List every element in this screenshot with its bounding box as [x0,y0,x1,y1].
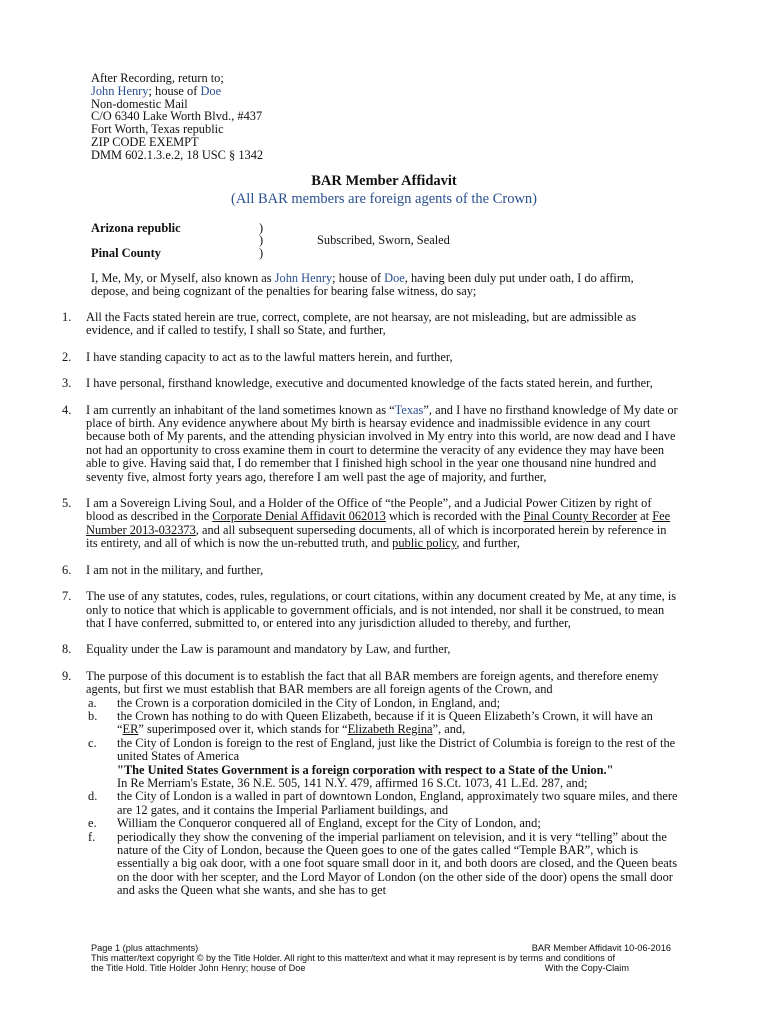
sub-letter: f. [88,829,96,844]
page-footer [91,943,671,973]
case-citation: In Re Merriam's Estate, 36 N.E. 505, 141 N.Y. 479, affirmed 16 S.Ct. 1073, 41 L.Ed. 287, and; [117,775,588,790]
item-text: I have personal, firsthand knowledge, executive and documented knowledge of the facts stated herein, and further, [86,376,653,391]
item-text: which is recorded with the [385,509,524,524]
return-address-block [91,72,263,162]
item-number: 9. [62,668,72,683]
sub-item [86,710,680,737]
item-number: 4. [62,402,72,417]
venue-paren: ) [259,246,264,260]
return-name-sep: ; house of [148,83,201,98]
item-number: 5. [62,496,72,511]
texas-name: Texas [394,402,424,417]
copy-claim: With the Copy-Claim [544,963,629,973]
copyright-line: This matter/text copyright © by the Title Holder. All right to this matter/text and what it may represent is by terms and conditions of [91,953,616,963]
sub-list [86,697,680,898]
item-text: , and further, [456,536,520,551]
return-name: John Henry [91,83,149,98]
intro-paragraph [91,272,661,298]
list-item [40,404,680,484]
item-number: 3. [62,376,72,391]
sub-text: ” superimposed over it, which stands for “ [138,722,348,737]
zip-line: ZIP CODE EXEMPT [91,134,199,149]
sub-text: the City of London is foreign to the rest of England, just like the District of Columbia is foreign to the rest of the united States of America [117,735,676,764]
title-holder-line: the Title Hold. Title Holder John Henry; house of Doe [91,963,306,973]
sub-text: the Crown is a corporation domiciled in the City of London, in England, and; [117,695,501,710]
sub-item [86,817,680,830]
item-text: The purpose of this document is to establish the fact that all BAR members are foreign agents, and therefore enemy agents, but first we must establish that BAR members are all foreign agents of the Crown, and [86,668,659,697]
return-line: After Recording, return to; [91,71,224,85]
sub-letter: e. [88,816,97,831]
sub-letter: d. [88,789,98,804]
return-name-line [91,85,263,98]
list-item [40,643,680,656]
document-subtitle: (All BAR members are foreign agents of the Crown) [230,191,538,207]
venue-paren: ) [259,221,264,235]
venue-block [91,222,511,262]
sub-item [86,790,680,817]
er-mark: ER [122,722,139,737]
city-line: Fort Worth, Texas republic [91,122,224,137]
list-item [40,497,680,551]
numbered-list [40,311,680,911]
return-house: Doe [200,83,222,98]
document-title: BAR Member Affidavit [311,173,457,189]
elizabeth-regina: Elizabeth Regina [347,722,433,737]
intro-house: Doe [384,271,405,285]
sub-item [86,697,680,710]
sub-item [86,831,680,898]
page-number: Page 1 (plus attachments) [91,943,199,953]
denial-affidavit-link[interactable]: Corporate Denial Affidavit 062013 [212,509,386,524]
sub-letter: b. [88,708,98,723]
sub-text: the City of London is a walled in part of downtown London, England, approximately two square miles, and there are 12 gates, and it contains the Imperial Parliament buildings, and [117,789,678,817]
item-text: All the Facts stated herein are true, correct, complete, are not hearsay, are not misleading, but are admissible as evidence, and if called to testify, I shall so State, and further, [86,310,637,338]
venue-state: Arizona republic [91,221,181,235]
item-text: Equality under the Law is paramount and mandatory by Law, and further, [86,642,451,657]
public-policy-link[interactable]: public policy [392,536,457,551]
dmm-line: DMM 602.1.3.e.2, 18 USC § 1342 [91,147,264,162]
venue-sworn: Subscribed, Sworn, Sealed [317,233,450,247]
list-item [40,564,680,577]
item-number: 8. [62,642,72,657]
sub-text: periodically they show the convening of the imperial parliament on television, and it is very “telling” about the nature of the City of London, because the Queen goes to one of the gates called “Temple BAR”, which is essentially a big oak door, with a one foot square small door in it, and both doors are closed, and the Queen beats on the door with her scepter, and the Lord Mayor of London (on the other side of the door) opens the small door and asks the Queen what she wants, and she has to get [117,829,678,898]
venue-paren: ) [259,233,264,247]
list-item [40,377,680,390]
item-number: 6. [62,562,72,577]
item-text: I am currently an inhabitant of the land sometimes known as “ [86,402,395,417]
item-number: 2. [62,349,72,364]
list-item [40,590,680,630]
sub-letter: c. [88,735,97,750]
intro-text: , having been duly put under oath, I do affirm, depose, and being cognizant of the penalties for bearing false witness, do say; [91,271,634,299]
county-recorder-link[interactable]: Pinal County Recorder [523,509,638,524]
sub-item [86,737,680,791]
item-text: I am not in the military, and further, [86,562,264,577]
item-number: 7. [62,589,72,604]
sub-text: ”, and, [432,722,466,737]
item-text: , and all subsequent superseding documents, all of which is incorporated herein by reference in its entirety, and all of which is now the un-rebutted truth, and [86,522,667,551]
case-quote: "The United States Government is a foreign corporation with respect to a State of the Union." [117,762,614,777]
item-text: at [637,509,653,524]
item-number: 1. [62,310,72,324]
fee-number-link[interactable]: Fee Number 2013-032373 [86,509,671,537]
sub-letter: a. [88,695,97,710]
item-text: I have standing capacity to act as to the lawful matters herein, and further, [86,349,453,364]
intro-name: John Henry [274,271,333,285]
intro-text: ; house of [332,271,385,285]
item-text: I am a Sovereign Living Soul, and a Holder of the Office of “the People”, and a Judicial Power Citizen by right of blood as described in the [86,496,652,524]
intro-text: I, Me, My, or Myself, also known as [91,271,275,285]
sub-text: the Crown has nothing to do with Queen Elizabeth, because if it is Queen Elizabeth’s Crown, it will have an “ [117,708,653,737]
item-text: ”, and I have no firsthand knowledge of My date or place of birth. Any evidence anywhere about My birth is hearsay evidence and inadmissible evidence in any court because both of My parents, and the attending physician involved in My entry into this world, are now dead and I have not had an opportunity to cross examine them in court to determine the veracity of any evidence they may have been able to give. Having said that, I do remember that I finished high school in the year one thousand nine hundred and seventy five, almost forty years ago, therefore I am well past the age of majority, and further, [86,402,678,484]
address-line: C/O 6340 Lake Worth Blvd., #437 [91,109,263,124]
list-item [40,311,680,338]
footer-row [91,943,671,953]
list-item [40,351,680,364]
sub-text: William the Conqueror conquered all of England, except for the City of London, and; [117,816,541,831]
venue-county: Pinal County [91,246,161,260]
list-item [40,670,680,898]
mail-type: Non-domestic Mail [91,96,188,111]
footer-row [91,963,671,973]
document-reference: BAR Member Affidavit 10-06-2016 [531,943,671,953]
item-text: The use of any statutes, codes, rules, regulations, or court citations, within any document created by Me, at any time, is only to notice that which is applicable to government officials, and is not intended, nor shall it be construed, to mean that I have conferred, submitted to, or entered into any jurisdiction alluded to thereby, and further, [86,589,677,630]
